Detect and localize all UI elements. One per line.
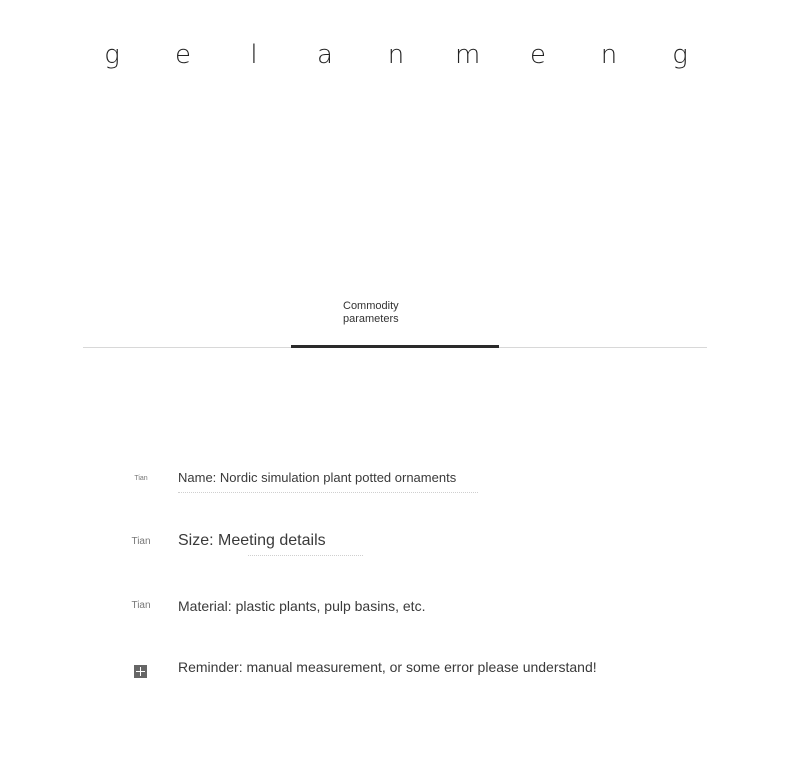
brand-letter: g [104,40,120,70]
faint-underline [248,555,363,557]
brand-letter: e [175,40,191,70]
brand-wordmark [100,38,692,72]
brand-letter: m [455,40,481,70]
row-tag: Tian [131,536,151,547]
brand-letter: a [317,40,333,70]
brand-letter: l [250,40,258,70]
brand-letter: e [530,40,546,70]
brand-letter: g [672,40,688,70]
row-tag: Tian [131,600,151,611]
plus-icon [134,665,147,678]
row-tag: Tian [134,475,148,482]
section-divider-accent [291,345,499,348]
faint-underline [178,492,478,494]
section-title [343,300,453,326]
brand-letter: n [387,40,405,70]
param-name-text: Name: Nordic simulation plant potted ornaments [178,470,457,485]
section-title-line1: Commodity [343,300,399,312]
brand-letter: n [600,40,618,70]
param-size-text: Size: Meeting details [178,532,326,549]
section-title-line2: parameters [343,313,399,325]
param-material-text: Material: plastic plants, pulp basins, etc. [178,598,426,614]
param-reminder-text: Reminder: manual measurement, or some error please understand! [178,659,597,675]
